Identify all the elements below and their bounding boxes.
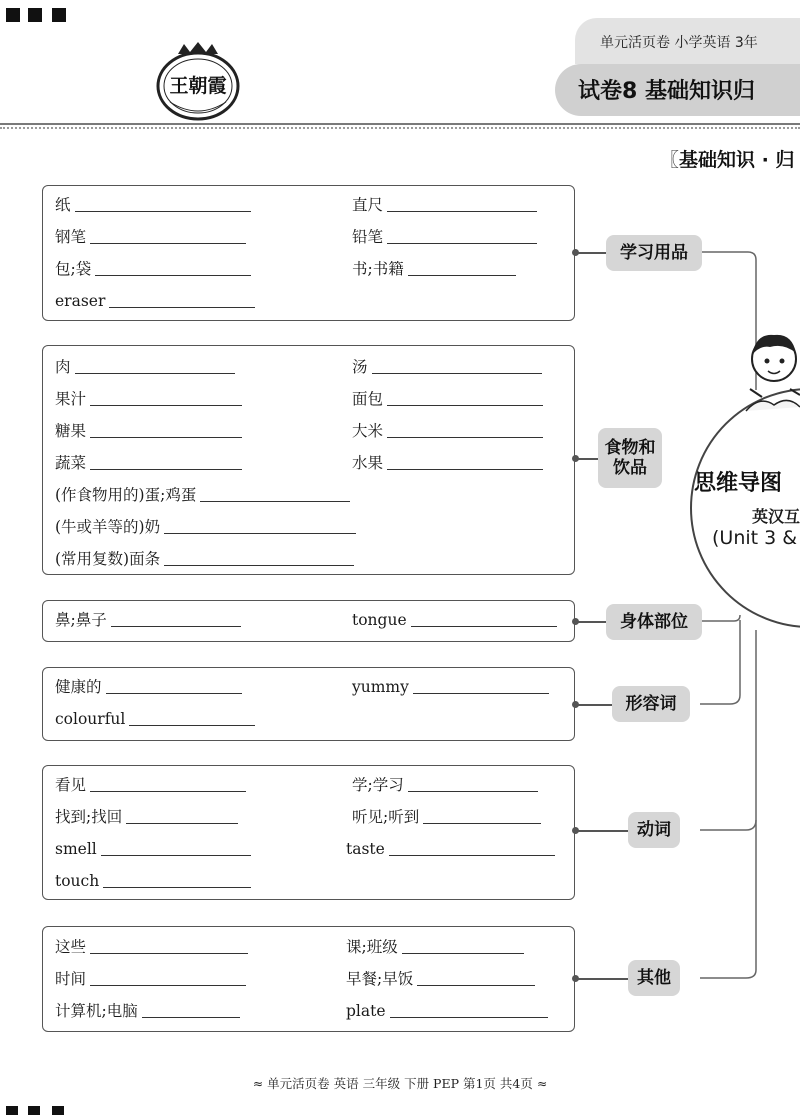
answer-blank[interactable] bbox=[90, 952, 248, 954]
vocab-item: 钢笔 bbox=[55, 230, 246, 246]
answer-blank[interactable] bbox=[387, 242, 537, 244]
tag-others: 其他 bbox=[628, 960, 680, 996]
vocab-item: 健康的 bbox=[55, 680, 242, 696]
tag-adjectives: 形容词 bbox=[612, 686, 690, 722]
student-reading-icon bbox=[740, 325, 800, 417]
vocab-item: (牛或羊等的)奶 bbox=[55, 520, 356, 536]
vocab-item: 面包 bbox=[352, 392, 543, 408]
answer-blank[interactable] bbox=[95, 274, 251, 276]
registration-mark bbox=[52, 8, 66, 22]
section-bracket-icon: 〖 bbox=[660, 149, 680, 171]
answer-blank[interactable] bbox=[387, 436, 543, 438]
vocab-item: 听见;听到 bbox=[352, 810, 541, 826]
vocab-item: 直尺 bbox=[352, 198, 537, 214]
answer-blank[interactable] bbox=[90, 984, 246, 986]
publisher-logo bbox=[150, 40, 246, 122]
page-title: 试卷8 基础知识归 bbox=[578, 79, 755, 104]
answer-blank[interactable] bbox=[413, 692, 549, 694]
vocab-item: plate bbox=[346, 1004, 548, 1020]
vocab-item: taste bbox=[346, 842, 555, 858]
registration-mark bbox=[28, 1106, 40, 1115]
vocab-item: 汤 bbox=[352, 360, 542, 376]
answer-blank[interactable] bbox=[103, 886, 251, 888]
tag-food-drinks-line: 食物和 bbox=[604, 437, 656, 458]
answer-blank[interactable] bbox=[423, 822, 541, 824]
answer-blank[interactable] bbox=[417, 984, 535, 986]
vocab-item: 时间 bbox=[55, 972, 246, 988]
page-footer: ≈ 单元活页卷 英语 三年级 下册 PEP 第1页 共4页 ≈ bbox=[252, 1076, 548, 1091]
vocab-item: 早餐;早饭 bbox=[346, 972, 535, 988]
vocab-item: 大米 bbox=[352, 424, 543, 440]
tag-body-parts: 身体部位 bbox=[606, 604, 702, 640]
answer-blank[interactable] bbox=[101, 854, 251, 856]
tag-food-drinks bbox=[598, 428, 662, 488]
vocab-item: 找到;找回 bbox=[55, 810, 238, 826]
answer-blank[interactable] bbox=[408, 274, 516, 276]
registration-mark bbox=[28, 8, 42, 22]
answer-blank[interactable] bbox=[387, 210, 537, 212]
vocab-item: tongue bbox=[352, 613, 557, 629]
vocab-item: colourful bbox=[55, 712, 255, 728]
answer-blank[interactable] bbox=[389, 854, 555, 856]
answer-blank[interactable] bbox=[200, 500, 350, 502]
connector-line bbox=[578, 704, 612, 706]
vocab-box-adjectives bbox=[42, 667, 575, 741]
vocab-item: yummy bbox=[352, 680, 549, 696]
vocab-item: 书;书籍 bbox=[352, 262, 516, 278]
answer-blank[interactable] bbox=[90, 790, 246, 792]
answer-blank[interactable] bbox=[408, 790, 538, 792]
section-label-text: 基础知识 · 归 bbox=[679, 149, 795, 171]
vocab-item: 果汁 bbox=[55, 392, 242, 408]
vocab-item: 计算机;电脑 bbox=[55, 1004, 240, 1020]
mindmap-subtitle: 英汉互 bbox=[752, 507, 800, 526]
vocab-item: (常用复数)面条 bbox=[55, 552, 354, 568]
vocab-item: 蔬菜 bbox=[55, 456, 242, 472]
connector-line bbox=[578, 621, 606, 623]
answer-blank[interactable] bbox=[164, 532, 356, 534]
vocab-item: 纸 bbox=[55, 198, 251, 214]
vocab-item: 鼻;鼻子 bbox=[55, 613, 241, 629]
answer-blank[interactable] bbox=[142, 1016, 240, 1018]
registration-mark bbox=[6, 1106, 18, 1115]
vocab-item: 糖果 bbox=[55, 424, 242, 440]
answer-blank[interactable] bbox=[90, 404, 242, 406]
tag-verbs: 动词 bbox=[628, 812, 680, 848]
tag-food-drinks-line: 饮品 bbox=[613, 458, 647, 478]
connector-line bbox=[578, 978, 628, 980]
answer-blank[interactable] bbox=[372, 372, 542, 374]
vocab-item: touch bbox=[55, 874, 251, 890]
tag-school-supplies: 学习用品 bbox=[606, 235, 702, 271]
answer-blank[interactable] bbox=[387, 468, 543, 470]
answer-blank[interactable] bbox=[164, 564, 354, 566]
answer-blank[interactable] bbox=[109, 306, 255, 308]
answer-blank[interactable] bbox=[106, 692, 242, 694]
vocab-item: 看见 bbox=[55, 778, 246, 794]
answer-blank[interactable] bbox=[75, 372, 235, 374]
answer-blank[interactable] bbox=[75, 210, 251, 212]
answer-blank[interactable] bbox=[402, 952, 524, 954]
answer-blank[interactable] bbox=[126, 822, 238, 824]
answer-blank[interactable] bbox=[390, 1016, 548, 1018]
vocab-item: eraser bbox=[55, 294, 255, 310]
connector-line bbox=[578, 458, 598, 460]
answer-blank[interactable] bbox=[411, 625, 557, 627]
vocab-item: 这些 bbox=[55, 940, 248, 956]
answer-blank[interactable] bbox=[111, 625, 241, 627]
logo-text: 王朝霞 bbox=[169, 75, 227, 97]
answer-blank[interactable] bbox=[90, 242, 246, 244]
vocab-item: 水果 bbox=[352, 456, 543, 472]
connector-line bbox=[578, 830, 628, 832]
connector-line bbox=[578, 252, 606, 254]
vocab-item: 包;袋 bbox=[55, 262, 251, 278]
vocab-item: 课;班级 bbox=[346, 940, 524, 956]
vocab-item: (作食物用的)蛋;鸡蛋 bbox=[55, 488, 350, 504]
answer-blank[interactable] bbox=[387, 404, 543, 406]
vocab-item: 肉 bbox=[55, 360, 235, 376]
header-series-text: 单元活页卷 小学英语 3年 bbox=[600, 35, 758, 51]
answer-blank[interactable] bbox=[90, 468, 242, 470]
vocab-item: smell bbox=[55, 842, 251, 858]
mindmap-unit: (Unit 3 & bbox=[712, 527, 798, 549]
header-rule bbox=[0, 123, 800, 125]
header-dotted-rule bbox=[0, 127, 800, 129]
answer-blank[interactable] bbox=[129, 724, 255, 726]
vocab-item: 学;学习 bbox=[352, 778, 538, 794]
vocab-item: 铅笔 bbox=[352, 230, 537, 246]
registration-mark bbox=[52, 1106, 64, 1115]
section-label bbox=[660, 145, 800, 172]
mindmap-title: 思维导图 bbox=[694, 471, 783, 496]
registration-mark bbox=[6, 8, 20, 22]
answer-blank[interactable] bbox=[90, 436, 242, 438]
